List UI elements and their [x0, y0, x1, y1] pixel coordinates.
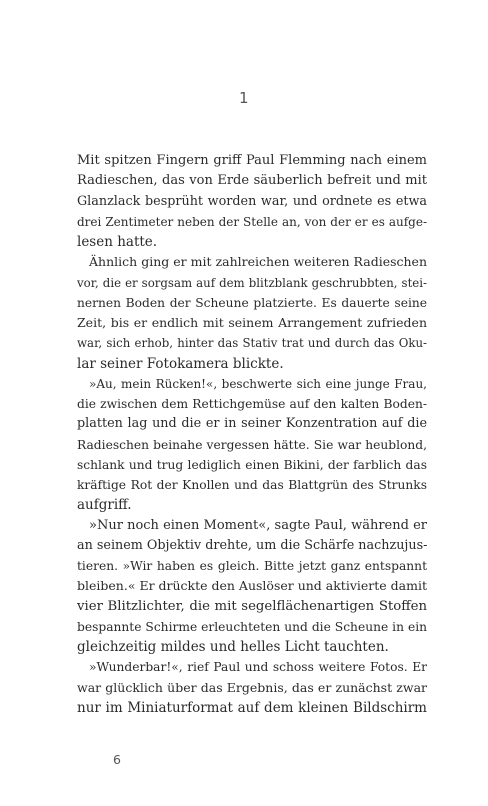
text-line: bleiben.« Er drückte den Auslöser und aktivierte damit: [77, 578, 427, 594]
text-line: Mit spitzen Fingern griff Paul Flemming nach einem: [77, 153, 427, 168]
chapter-number: 1: [238, 89, 250, 107]
text-line: an seinem Objektiv drehte, um die Schärfe nachzujus-: [77, 537, 428, 553]
text-line: lesen hatte.: [77, 234, 158, 250]
text-line: platten lag und die er in seiner Konzentration auf die: [77, 416, 427, 432]
text-line: Radieschen beinahe vergessen hätte. Sie war heublond,: [77, 437, 427, 452]
page-number: 6: [113, 752, 121, 767]
text-line: tieren. »Wir haben es gleich. Bitte jetzt ganz entspannt: [77, 559, 427, 573]
text-line: war, sich erhob, hinter das Stativ trat und durch das Oku-: [77, 336, 427, 351]
text-line: »Au, mein Rücken!«, beschwerte sich eine junge Frau,: [89, 376, 427, 391]
text-line: war glücklich über das Ergebnis, das er zunächst zwar: [77, 679, 427, 695]
text-line: die zwischen dem Rettichgemüse auf den kalten Boden-: [77, 397, 427, 411]
text-line: »Nur noch einen Moment«, sagte Paul, während er: [89, 517, 427, 533]
text-line: »Wunderbar!«, rief Paul und schoss weitere Fotos. Er: [89, 660, 427, 675]
body-text: [77, 151, 427, 718]
text-line: Zeit, bis er endlich mit seinem Arrangement zufrieden: [77, 315, 427, 330]
text-line: Glanzlack besprüht worden war, und ordnete es etwa: [77, 193, 427, 209]
text-line: drei Zentimeter neben der Stelle an, von der er es aufge-: [77, 214, 427, 229]
text-line: nur im Miniaturformat auf dem kleinen Bildschirm: [77, 699, 427, 716]
text-line: vier Blitzlichter, die mit segelflächenartigen Stoffen: [77, 598, 427, 614]
text-line: aufgriff.: [77, 497, 132, 514]
text-line: lar seiner Fotokamera blickte.: [77, 355, 284, 372]
text-line: kräftige Rot der Knollen und das Blattgrün des Strunks: [77, 478, 427, 492]
text-line: bespannte Schirme erleuchteten und die Scheune in ein: [77, 619, 427, 634]
text-line: vor, die er sorgsam auf dem blitzblank geschrubbten, stei-: [77, 275, 427, 290]
text-line: Ähnlich ging er mit zahlreichen weiteren Radieschen: [89, 254, 427, 270]
text-line: gleichzeitig mildes und helles Licht tauchten.: [77, 639, 389, 655]
text-line: Radieschen, das von Erde säuberlich befreit und mit: [77, 173, 427, 189]
text-line: nernen Boden der Scheune platzierte. Es dauerte seine: [77, 295, 427, 310]
text-line: schlank und trug lediglich einen Bikini, der farblich das: [77, 457, 427, 472]
